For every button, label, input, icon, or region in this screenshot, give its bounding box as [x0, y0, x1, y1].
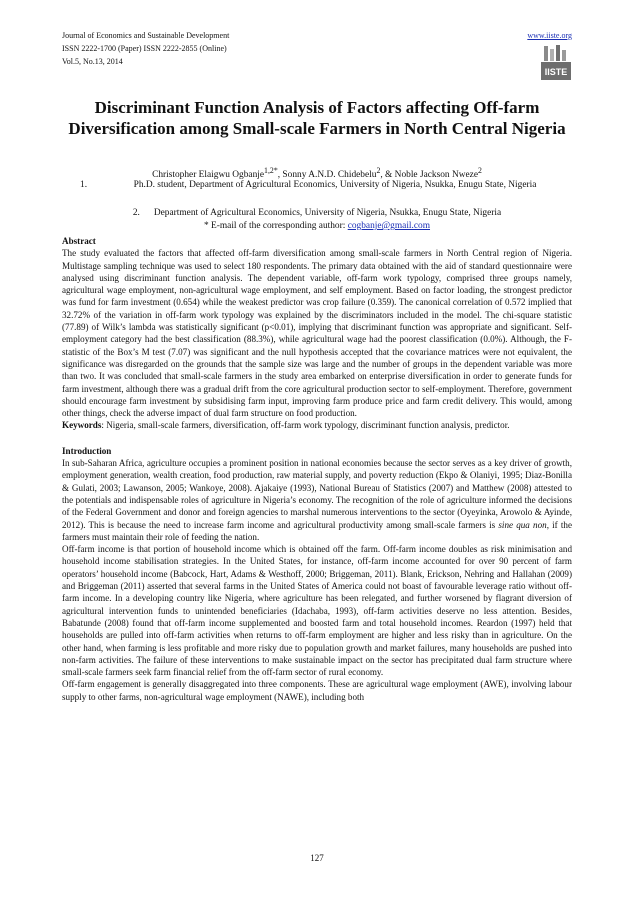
iiste-logo [541, 44, 571, 82]
introduction-heading: Introduction [62, 445, 112, 456]
author-1-sup: 1,2* [264, 166, 278, 175]
affiliation-1-text: Ph.D. student, Department of Agricultural Economics, University of Nigeria, Nsukka, Enugu State, Nigeria [133, 180, 537, 190]
keywords-label: Keywords [62, 420, 102, 431]
email-link[interactable]: cogbanje@gmail.com [347, 221, 431, 231]
intro-paragraph-1: In sub-Saharan Africa, agriculture occupies a prominent position in national economies because the sector serves as a key driver of growth, employment generation, wealth creation, food production, raw material supply, and poverty reduction (Ekpo & Olaniyi, 1995; Diaz-Bonilla & Gulati, 2003; Lawanson, 2005; Wankoye, 2008). Ajakaiye (1993), National Bureau of Statistics (2007) and Matthew (2008) attested to the potentials and indispensable roles of agriculture in Nigeria’s economy. The recognition of the role of agriculture informed the decisions of the Federal Government and donor and foreign agencies to marshal numerous interventions to the sector (Oyeyinka, Arowolo & Ayinde, 2012). This is because the need to increase farm income and agricultural productivity among small-scale farmers is sine qua non, if the farmers must maintain their role of feeding the nation. [62, 458, 572, 542]
latin-phrase: sine qua non [498, 519, 547, 530]
email-prefix: * E-mail of the corresponding author: [203, 221, 348, 231]
affiliation-2-number: 2. [132, 208, 140, 218]
author-3: , & Noble Jackson Nweze [380, 170, 478, 181]
intro-paragraph-3: Off-farm engagement is generally disaggregated into three components. These are agricultural wage employment (AWE), involving labour supply to other farms, non-agricultural wage employment (NAWE), including both [62, 679, 572, 702]
abstract-text: The study evaluated the factors that affected off-farm diversification among small-scale farmers in North Central region of Nigeria. Multistage sampling technique was used to select 180 respondents. The primary data obtained with the aid of standard questionnaire were analysed using discriminant function analysis. The dependent variable, off-farm work typology, comprised three groups namely, agricultural wage employment, non-agricultural wage employment, and self employment. Based on factor loading, the strongest predictor was fund for farm investment (0.654) while the weakest predictor was crop failure (0.359). The canonical correlation of 0.572 implied that 32.72% of the variation in off-farm work typology was explained by the discriminators included in the model. The chi-square statistic (77.89) of Wilk’s lambda was statistically significant (p<0.01), implying that discriminant function was appropriate and significant. Self-employment category had the best classification (88.3%), while agricultural wage had the poorest classification (0.0%). Although, the F-statistic of the Box’s M test (7.07) was significant and the null hypothesis accepted that the covariance matrices were not equivalent, the significance was disregarded on the grounds that the sample size was large and the number of groups in the dependent variable was more than two. It was concluded that small-scale farmers in the study area embarked on enterprise diversification in order to generate funds for farm investment, although there was a gradual drift from the core agricultural production sector to self-employment. Therefore, government should encourage farm investment by subsidising farm input, improving farm produce price and farm credit delivery. This would, among other things, check the adverse impact of dual farm structure on food production. [62, 248, 572, 419]
keywords-text: : Nigeria, small-scale farmers, diversification, off-farm work typology, discriminant function analysis, predictor. [101, 420, 510, 431]
logo-text: IISTE [544, 67, 568, 77]
journal-name: Journal of Economics and Sustainable Development [62, 31, 230, 40]
author-2: , Sonny A.N.D. Chidebelu [277, 170, 377, 181]
affiliation-1-number: 1. [80, 180, 88, 190]
author-1: Christopher Elaigwu Ogbanje [152, 170, 265, 181]
paper-body [62, 235, 572, 703]
volume-line: Vol.5, No.13, 2014 [62, 57, 123, 66]
journal-header [62, 29, 572, 68]
page-number: 127 [310, 853, 324, 863]
author-3-sup: 2 [478, 166, 482, 175]
affiliation-2 [62, 207, 572, 219]
paper-title: Discriminant Function Analysis of Factors affecting Off-farm Diversification among Small-scale Farmers in North Central Nigeria [68, 98, 566, 138]
intro-paragraph-2: Off-farm income is that portion of household income which is obtained off the farm. Off-farm income doubles as risk minimisation and household income stabilisation strategies. In the United States, for instance, off-farm income accounted for over 90 percent of farm operators’ household income (Babcock, Hart, Adams & Westhoff, 2000; Briggeman, 2011). Blank, Erickson, Nehring and Hallahan (2009) and Briggeman (2011) asserted that several farms in the United States of America could not boast of favourable leverage ratio without off-farm income. In a developing country like Nigeria, where agriculture has been relegated, and further worsened by flagrant diversion of agricultural intervention funds to unintended beneficiaries (Idachaba, 1993), off-farm activities deserve no less attention. Besides, Babatunde (2008) found that off-farm income supplemented and boosted farm and total household incomes. Reardon (1997) held that households are pulled into off-farm activities when returns to off-farm employment are higher and less risky than in agriculture. On the other hand, when farming is less profitable and more risky due to population growth and market failures, many households are pushed into non-farm activities. The failure of these interventions to make sustainable impact on the sector has precipitated dual farm structure where small-scale farmers seek farm financial relief from the off-farm sector of rural economy. [62, 544, 572, 678]
issn-line: ISSN 2222-1700 (Paper) ISSN 2222-2855 (Online) [62, 44, 227, 53]
corresponding-email [62, 220, 572, 232]
abstract-heading: Abstract [62, 236, 96, 246]
keywords-line [62, 419, 572, 431]
affiliation-2-text: Department of Agricultural Economics, University of Nigeria, Nsukka, Enugu State, Nigeria [153, 208, 502, 218]
author-2-sup: 2 [376, 166, 381, 175]
journal-url-link[interactable]: www.iiste.org [527, 31, 572, 40]
